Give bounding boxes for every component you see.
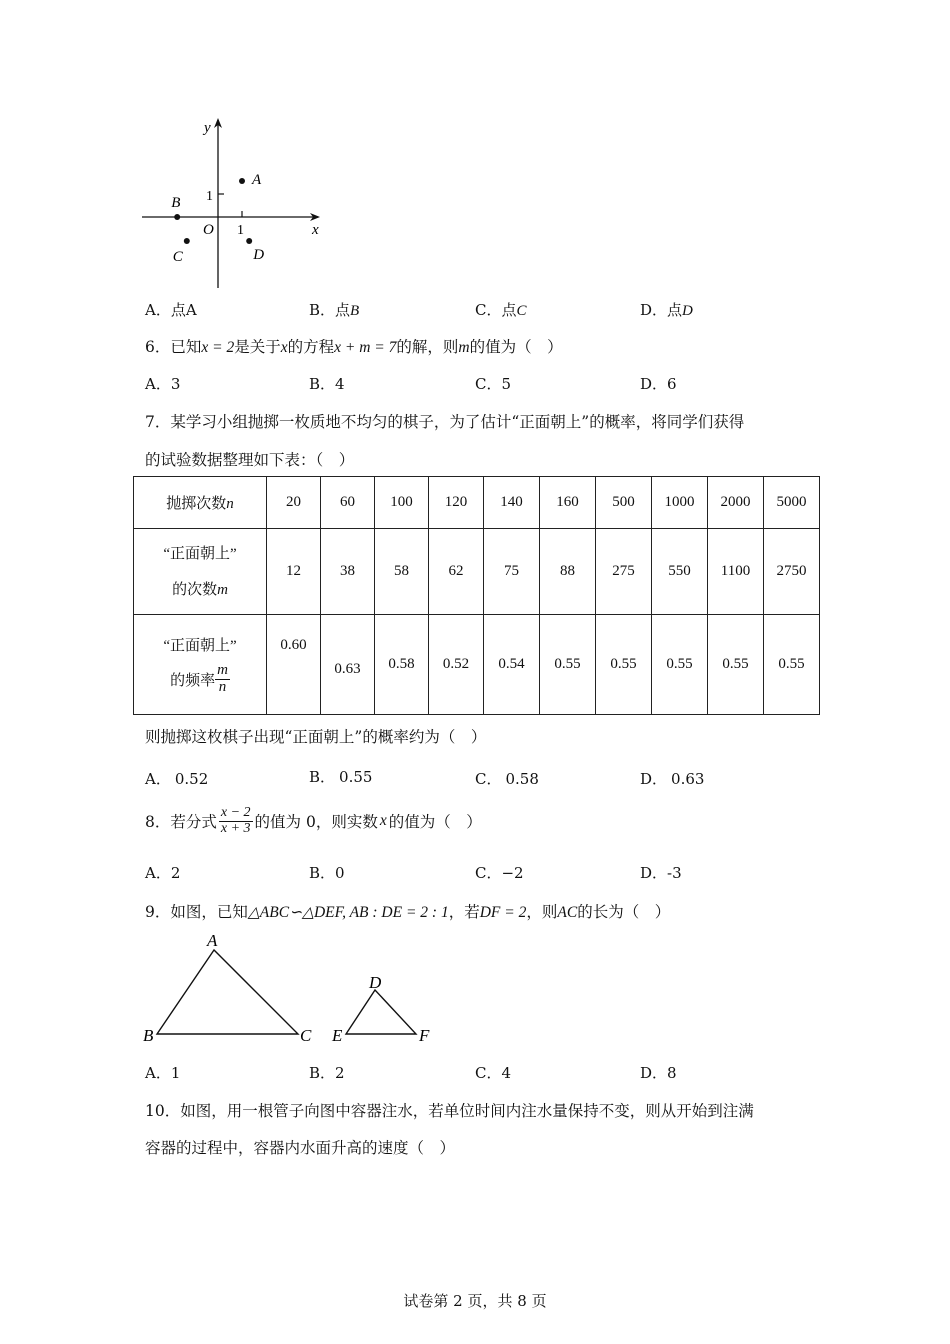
table-cell: 1000 xyxy=(652,477,708,529)
q8-option-b[interactable]: B．0 xyxy=(309,864,345,882)
table-cell: 0.54 xyxy=(484,615,540,715)
table-cell: 140 xyxy=(484,477,540,529)
q9-option-a[interactable]: A．1 xyxy=(145,1064,181,1082)
table-cell: 20 xyxy=(267,477,321,529)
table-row-n xyxy=(134,477,820,529)
q7-question: 则抛掷这枚棋子出现“正面朝上”的概率约为（ ） xyxy=(145,728,487,746)
table-cell: 0.55 xyxy=(652,615,708,715)
q5-option-a[interactable]: A．点A xyxy=(145,301,197,319)
table-cell: 58 xyxy=(375,529,429,615)
q8-option-d[interactable]: D．-3 xyxy=(640,864,682,882)
q8-text: 8．若分式 xyxy=(145,813,217,832)
table-cell: 62 xyxy=(429,529,484,615)
table-cell: 2750 xyxy=(764,529,820,615)
q6-option-a[interactable]: A．3 xyxy=(145,375,181,393)
q9-option-c[interactable]: C．4 xyxy=(475,1064,512,1082)
q6-text: 是关于 xyxy=(234,338,281,356)
q9-option-d[interactable]: D．8 xyxy=(640,1064,677,1082)
point-b xyxy=(174,214,180,220)
table-cell: 75 xyxy=(484,529,540,615)
q9-math: △ABC∽△DEF, AB : DE = 2 : 1 xyxy=(247,904,449,921)
q6-text: 6．已知 xyxy=(145,338,202,356)
q6-option-c[interactable]: C．5 xyxy=(475,375,512,393)
q10-stem-line2: 容器的过程中，容器内水面升高的速度（ ） xyxy=(145,1139,456,1157)
table-cell: 88 xyxy=(540,529,596,615)
table-row-m xyxy=(134,529,820,615)
q6-stem xyxy=(145,335,563,357)
page-footer: 试卷第 2 页，共 8 页 xyxy=(403,1292,547,1310)
table-cell: 275 xyxy=(596,529,652,615)
table-cell: 0.55 xyxy=(708,615,764,715)
q5-option-d[interactable] xyxy=(640,299,693,320)
q6-option-b[interactable]: B．4 xyxy=(309,375,345,393)
point-d xyxy=(246,238,252,244)
q8-text: 的值为（ ） xyxy=(388,813,482,832)
q8-stem xyxy=(145,806,482,836)
label-c: C xyxy=(300,1026,312,1045)
table-cell: 120 xyxy=(429,477,484,529)
y-axis-label: y xyxy=(204,120,211,136)
label-f: F xyxy=(419,1026,430,1045)
label-d: D xyxy=(369,973,382,992)
table-header-n: 抛掷次数n xyxy=(134,477,267,529)
q9-text: ，若 xyxy=(448,903,480,921)
q10-stem-line1: 10．如图，用一根管子向图中容器注水，若单位时间内注水量保持不变，则从开始到注满 xyxy=(145,1102,754,1120)
coordinate-figure xyxy=(130,110,340,295)
triangle-def xyxy=(346,990,416,1034)
q6-equation-x: x = 2 xyxy=(201,339,235,356)
label-e: E xyxy=(332,1026,343,1045)
q9-option-b[interactable]: B．2 xyxy=(309,1064,345,1082)
table-cell: 12 xyxy=(267,529,321,615)
table-cell: 0.52 xyxy=(429,615,484,715)
table-cell: 2000 xyxy=(708,477,764,529)
point-label-a: A xyxy=(252,172,262,188)
table-cell: 500 xyxy=(596,477,652,529)
option-var: B xyxy=(350,303,360,319)
option-var: D xyxy=(682,303,693,319)
table-cell: 160 xyxy=(540,477,596,529)
triangle-abc xyxy=(157,950,298,1034)
q7-option-c[interactable]: C． 0.58 xyxy=(475,770,539,788)
label-a: A xyxy=(207,931,218,950)
q9-math: AC xyxy=(557,904,578,921)
q9-stem xyxy=(145,900,670,922)
table-header-m: “正面朝上” 的次数m xyxy=(134,529,267,615)
q6-equation: x + m = 7 xyxy=(334,339,397,356)
point-a xyxy=(239,178,245,184)
point-label-c: C xyxy=(172,249,183,265)
point-c xyxy=(184,238,190,244)
q9-text: 的长为（ ） xyxy=(577,903,671,921)
q6-var-x: x xyxy=(280,339,288,356)
origin-label: O xyxy=(203,222,214,238)
x-axis-label: x xyxy=(312,222,319,238)
q6-text: 的方程 xyxy=(287,338,335,356)
table-header-freq: “正面朝上” 的频率 $\frac{m}{n}$ xyxy=(134,615,267,715)
q7-option-b[interactable]: B． 0.55 xyxy=(309,768,373,786)
point-label-d: D xyxy=(253,247,265,263)
q6-text: 的解，则 xyxy=(396,338,459,356)
table-cell: 100 xyxy=(375,477,429,529)
q5-option-c[interactable] xyxy=(475,299,527,320)
q9-text: 9．如图，已知 xyxy=(145,903,248,921)
q6-text: 的值为（ ） xyxy=(469,338,563,356)
y-tick-label: 1 xyxy=(206,189,213,204)
q7-option-d[interactable]: D． 0.63 xyxy=(640,770,705,788)
q9-math: DF = 2 xyxy=(479,904,527,921)
table-cell: 0.58 xyxy=(375,615,429,715)
trial-data-table xyxy=(133,476,820,715)
table-cell: 0.60 xyxy=(267,615,321,715)
q6-var-m: m xyxy=(458,339,470,356)
q8-fraction: $\frac{x - 2}{x + 3}$ xyxy=(220,805,251,836)
table-cell: 0.55 xyxy=(540,615,596,715)
option-prefix: D．点 xyxy=(640,301,683,319)
table-cell: 0.55 xyxy=(596,615,652,715)
q5-option-b[interactable] xyxy=(309,299,359,320)
triangles-figure xyxy=(140,928,440,1050)
table-cell: 0.55 xyxy=(764,615,820,715)
option-var: C xyxy=(516,303,527,319)
q6-option-d[interactable]: D．6 xyxy=(640,375,677,393)
q8-text: 的值为 0，则实数 xyxy=(254,813,378,832)
q9-text: ，则 xyxy=(526,903,558,921)
q7-stem-line1: 7．某学习小组抛掷一枚质地不均匀的棋子，为了估计“正面朝上”的概率，将同学们获得 xyxy=(145,413,745,431)
table-cell: 0.63 xyxy=(321,615,375,715)
table-cell: 60 xyxy=(321,477,375,529)
q8-option-c[interactable]: C．−2 xyxy=(475,864,524,882)
q8-option-a[interactable]: A．2 xyxy=(145,864,181,882)
table-row-freq xyxy=(134,615,820,715)
table-cell: 1100 xyxy=(708,529,764,615)
table-cell: 550 xyxy=(652,529,708,615)
point-label-b: B xyxy=(171,195,181,211)
table-cell: 5000 xyxy=(764,477,820,529)
table-cell: 38 xyxy=(321,529,375,615)
q8-var-x: x xyxy=(379,812,387,830)
label-b: B xyxy=(143,1026,154,1045)
option-prefix: C．点 xyxy=(475,301,517,319)
q7-stem-line2: 的试验数据整理如下表：（ ） xyxy=(145,451,355,469)
option-prefix: B．点 xyxy=(309,301,351,319)
x-tick-label: 1 xyxy=(237,223,244,238)
q7-option-a[interactable]: A． 0.52 xyxy=(145,770,209,788)
